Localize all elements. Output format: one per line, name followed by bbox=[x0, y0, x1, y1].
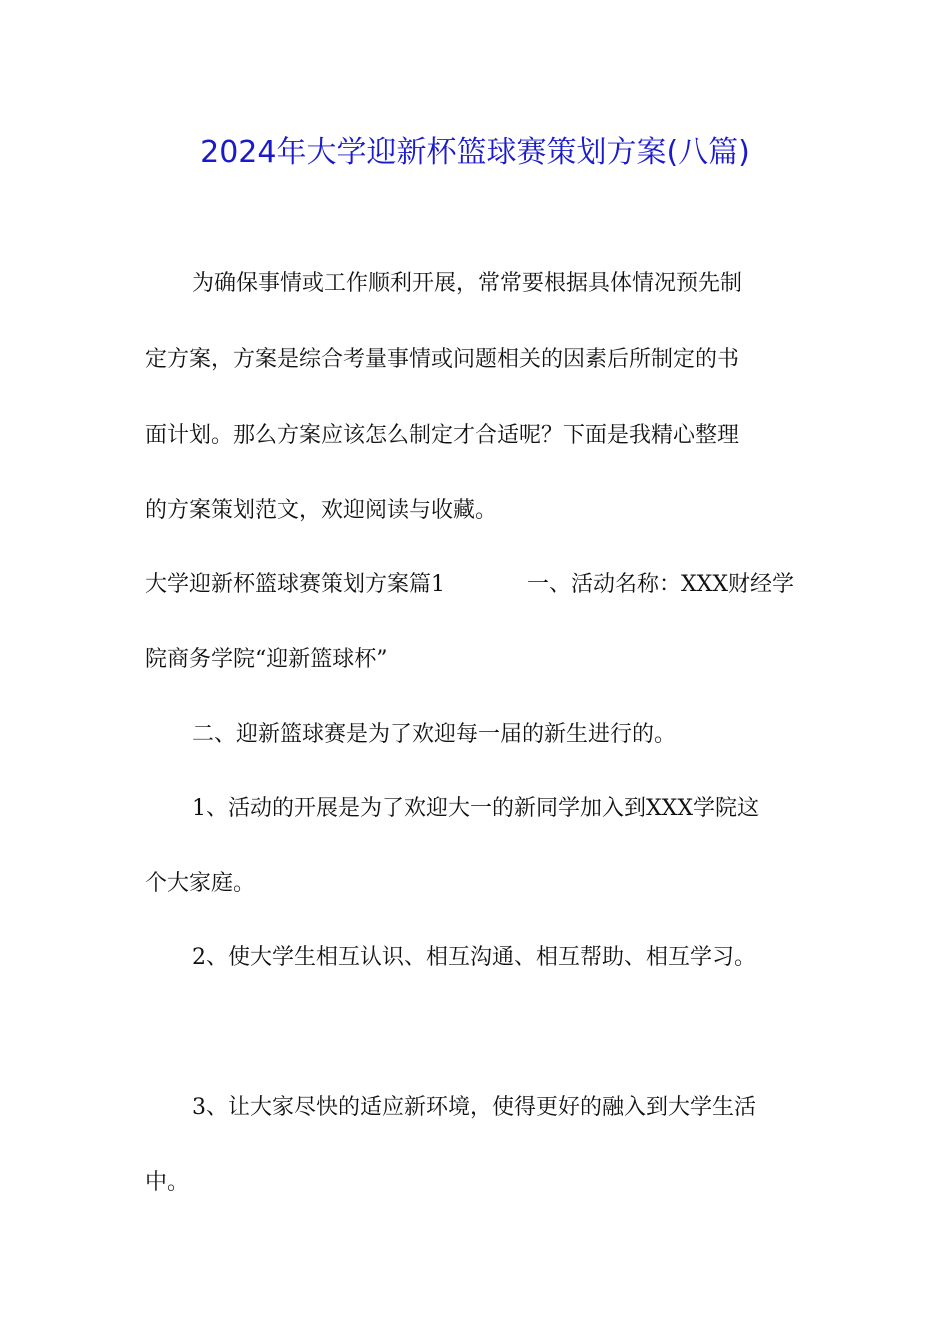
intro-line-4: 的方案策划范文，欢迎阅读与收藏。 bbox=[145, 498, 498, 523]
point-1-line-2: 个大家庭。 bbox=[145, 871, 256, 896]
point-1-line-1: 1、活动的开展是为了欢迎大一的新同学加入到XXX学院这 bbox=[192, 796, 759, 821]
item-1-activity-name: 一、活动名称：XXX财经学 bbox=[527, 572, 794, 597]
point-2: 2、使大学生相互认识、相互沟通、相互帮助、相互学习。 bbox=[192, 945, 756, 970]
point-3-line-1: 3、让大家尽快的适应新环境，使得更好的融入到大学生活 bbox=[192, 1095, 756, 1120]
point-3-line-2: 中。 bbox=[145, 1170, 190, 1195]
intro-line-3: 面计划。那么方案应该怎么制定才合适呢？下面是我精心整理 bbox=[145, 423, 740, 448]
section-heading: 大学迎新杯篮球赛策划方案篇1 bbox=[145, 572, 445, 597]
intro-line-2: 定方案，方案是综合考量事情或问题相关的因素后所制定的书 bbox=[145, 347, 740, 372]
intro-line-1: 为确保事情或工作顺利开展，常常要根据具体情况预先制 bbox=[192, 271, 743, 296]
item-1-continued: 院商务学院“迎新篮球杯” bbox=[145, 647, 388, 672]
document-title: 2024年大学迎新杯篮球赛策划方案(八篇) bbox=[200, 135, 750, 170]
item-2: 二、迎新篮球赛是为了欢迎每一届的新生进行的。 bbox=[192, 722, 677, 747]
